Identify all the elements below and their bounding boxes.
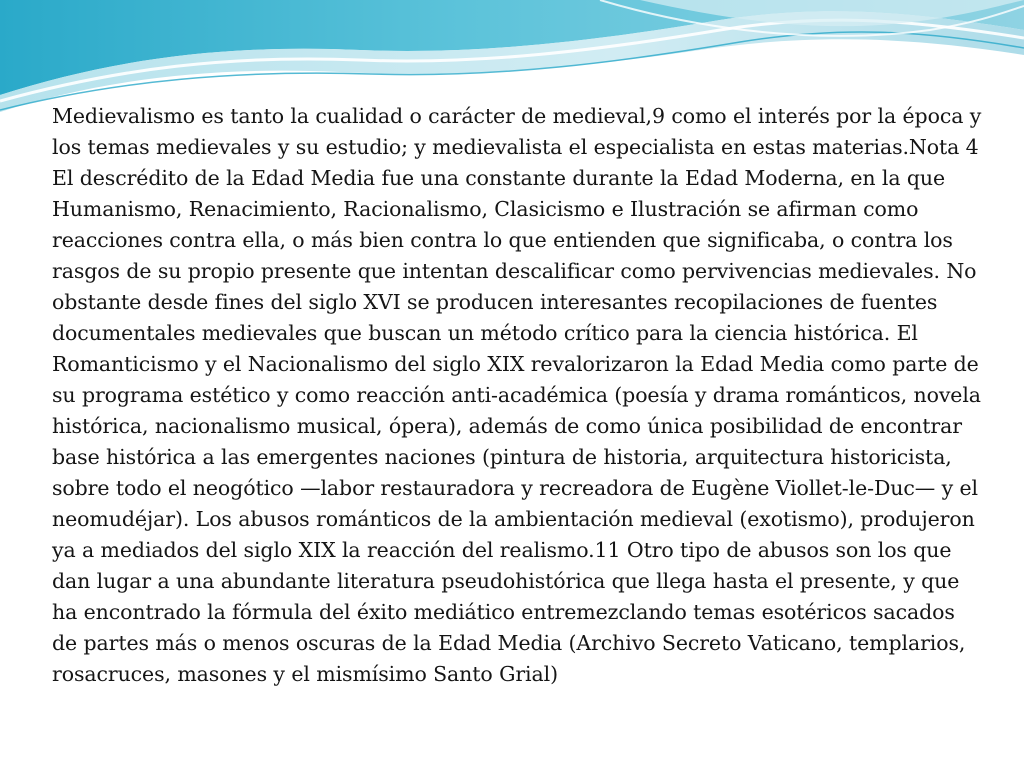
body-paragraph: Medievalismo es tanto la cualidad o carácter de medieval,9 como el interés por la época y los temas medievales y su estudio; y medievalista el especialista en estas materias.Nota 4 El descrédito de la Edad Media fue una constante durante la Edad Moderna, en la que Humanismo, Renacimiento, Racionalismo, Clasicismo e Ilustración se afirman como reacciones contra ella, o más bien contra lo que entienden que significaba, o contra los rasgos de su propio presente que intentan descalificar como pervivencias medievales. No obstante desde fines del siglo XVI se producen interesantes recopilaciones de fuentes documentales medievales que buscan un método crítico para la ciencia histórica. El Romanticismo y el Nacionalismo del siglo XIX revalorizaron la Edad Media como parte de su programa estético y como reacción anti-académica (poesía y drama románticos, novela histórica, nacionalismo musical, ópera), además de como única posibilidad de encontrar base histórica a las emergentes naciones (pintura de historia, arquitectura historicista, sobre todo el neogótico —labor restauradora y recreadora de Eugène Viollet-le-Duc— y el neomudéjar). Los abusos románticos de la ambientación medieval (exotismo), produjeron ya a mediados del siglo XIX la reacción del realismo.11 Otro tipo de abusos son los que dan lugar a una abundante literatura pseudohistórica que llega hasta el presente, y que ha encontrado la fórmula del éxito mediático entremezclando temas esotéricos sacados de partes más o menos oscuras de la Edad Media (Archivo Secreto Vaticano, templarios, rosacruces, masones y el mismísimo Santo Grial) — [52, 104, 982, 686]
